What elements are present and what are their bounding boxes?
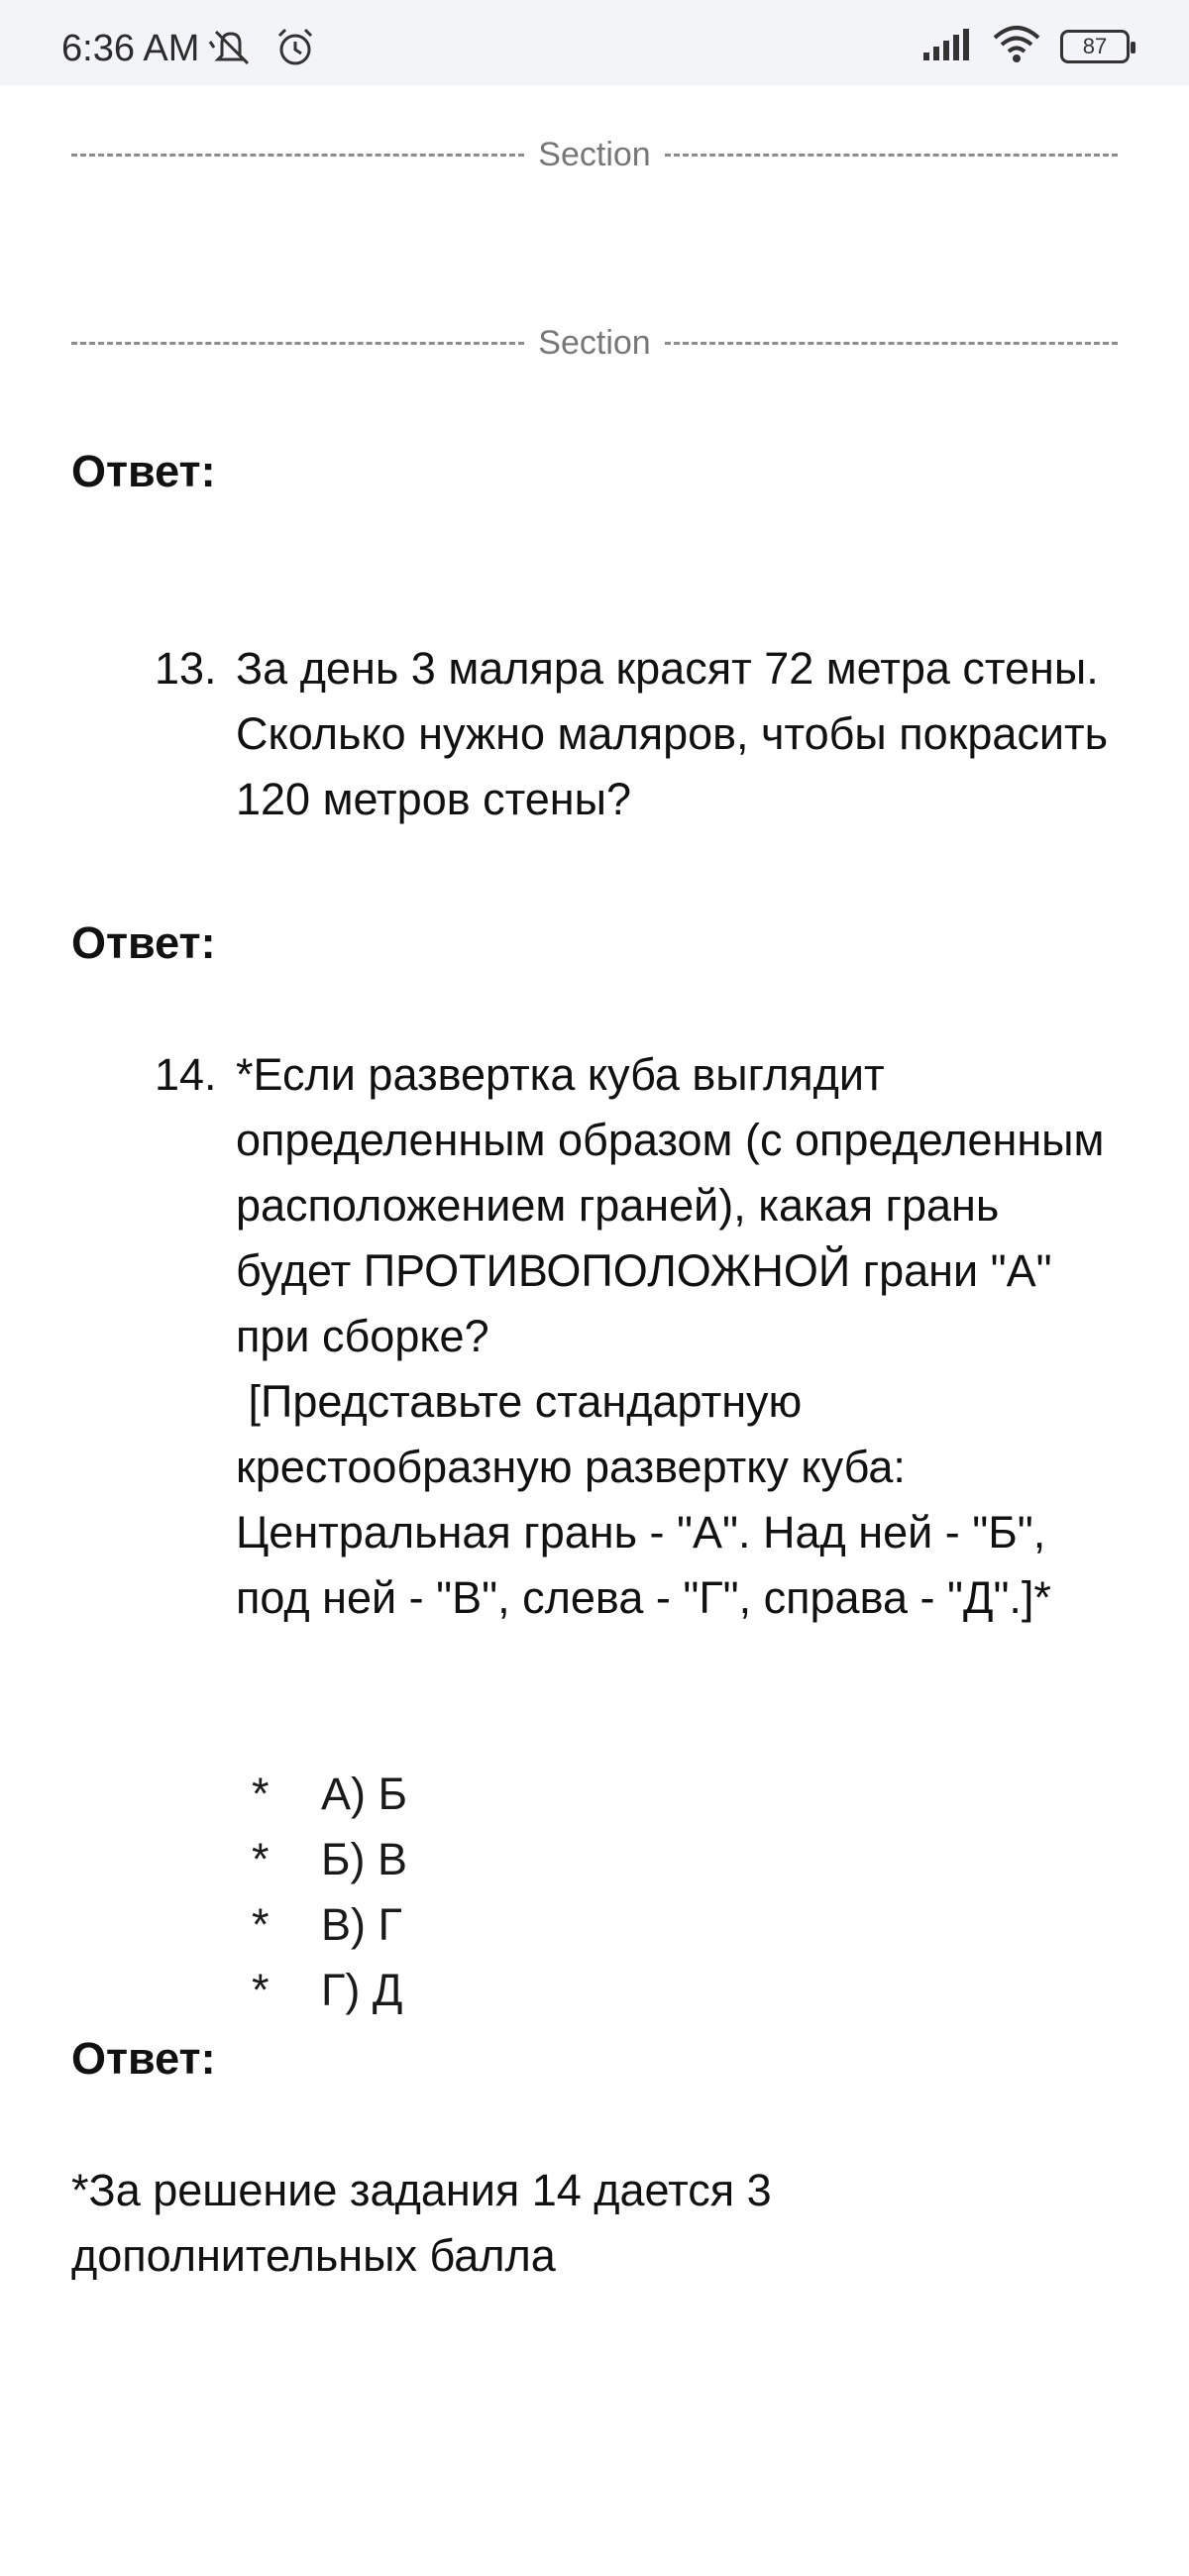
question-14 <box>155 1042 1126 1631</box>
section-label: Section <box>538 323 651 362</box>
option-bullet: * <box>252 1899 270 1950</box>
option-label: Г) Д <box>321 1965 403 2015</box>
battery-level: 87 <box>1082 33 1108 58</box>
footnote: *За решение задания 14 дается 3 дополнительных балла <box>71 2165 772 2281</box>
question-text: За день 3 маляра красят 72 метра стены. Сколько нужно маляров, чтобы покрасить 120 метров стены? <box>236 643 1121 824</box>
option-d[interactable] <box>252 1958 407 2023</box>
option-label: А) Б <box>321 1769 408 1819</box>
option-bullet: * <box>252 1965 270 2015</box>
option-c[interactable] <box>252 1892 407 1958</box>
status-left-icons <box>208 26 317 74</box>
status-time: 6:36 AM <box>61 28 200 69</box>
option-label: Б) В <box>321 1834 408 1884</box>
section-divider-1 <box>71 135 1118 174</box>
options-list <box>252 1762 407 2023</box>
option-b[interactable] <box>252 1827 407 1892</box>
option-bullet: * <box>252 1769 270 1819</box>
status-bar <box>0 0 1189 85</box>
answer-label: Ответ: <box>71 917 216 968</box>
option-bullet: * <box>252 1834 270 1884</box>
alarm-icon <box>273 26 317 74</box>
section-label: Section <box>538 135 651 173</box>
battery-icon <box>1060 30 1130 63</box>
option-label: В) Г <box>321 1899 402 1950</box>
question-text: *Если развертка куба выглядит определенным образом (с определенным расположением граней), какая грань будет ПРОТИВОПОЛОЖНОЙ грани "А" при сборке? [Представьте стандартную крестообразную развертку куба: Центральная грань - "А". Над ней - "Б", под ней - "В", слева - "Г", справа - "Д".]* <box>236 1049 1105 1623</box>
question-number: 14. <box>155 1049 217 1100</box>
mute-icon <box>208 26 254 74</box>
answer-label: Ответ: <box>71 446 216 496</box>
status-right-icons <box>921 24 1130 68</box>
question-13 <box>155 636 1126 832</box>
section-divider-2 <box>71 323 1118 363</box>
question-number: 13. <box>155 643 217 694</box>
option-a[interactable] <box>252 1762 407 1827</box>
answer-label: Ответ: <box>71 2033 216 2084</box>
signal-icon <box>921 27 973 65</box>
wifi-icon <box>991 24 1042 68</box>
